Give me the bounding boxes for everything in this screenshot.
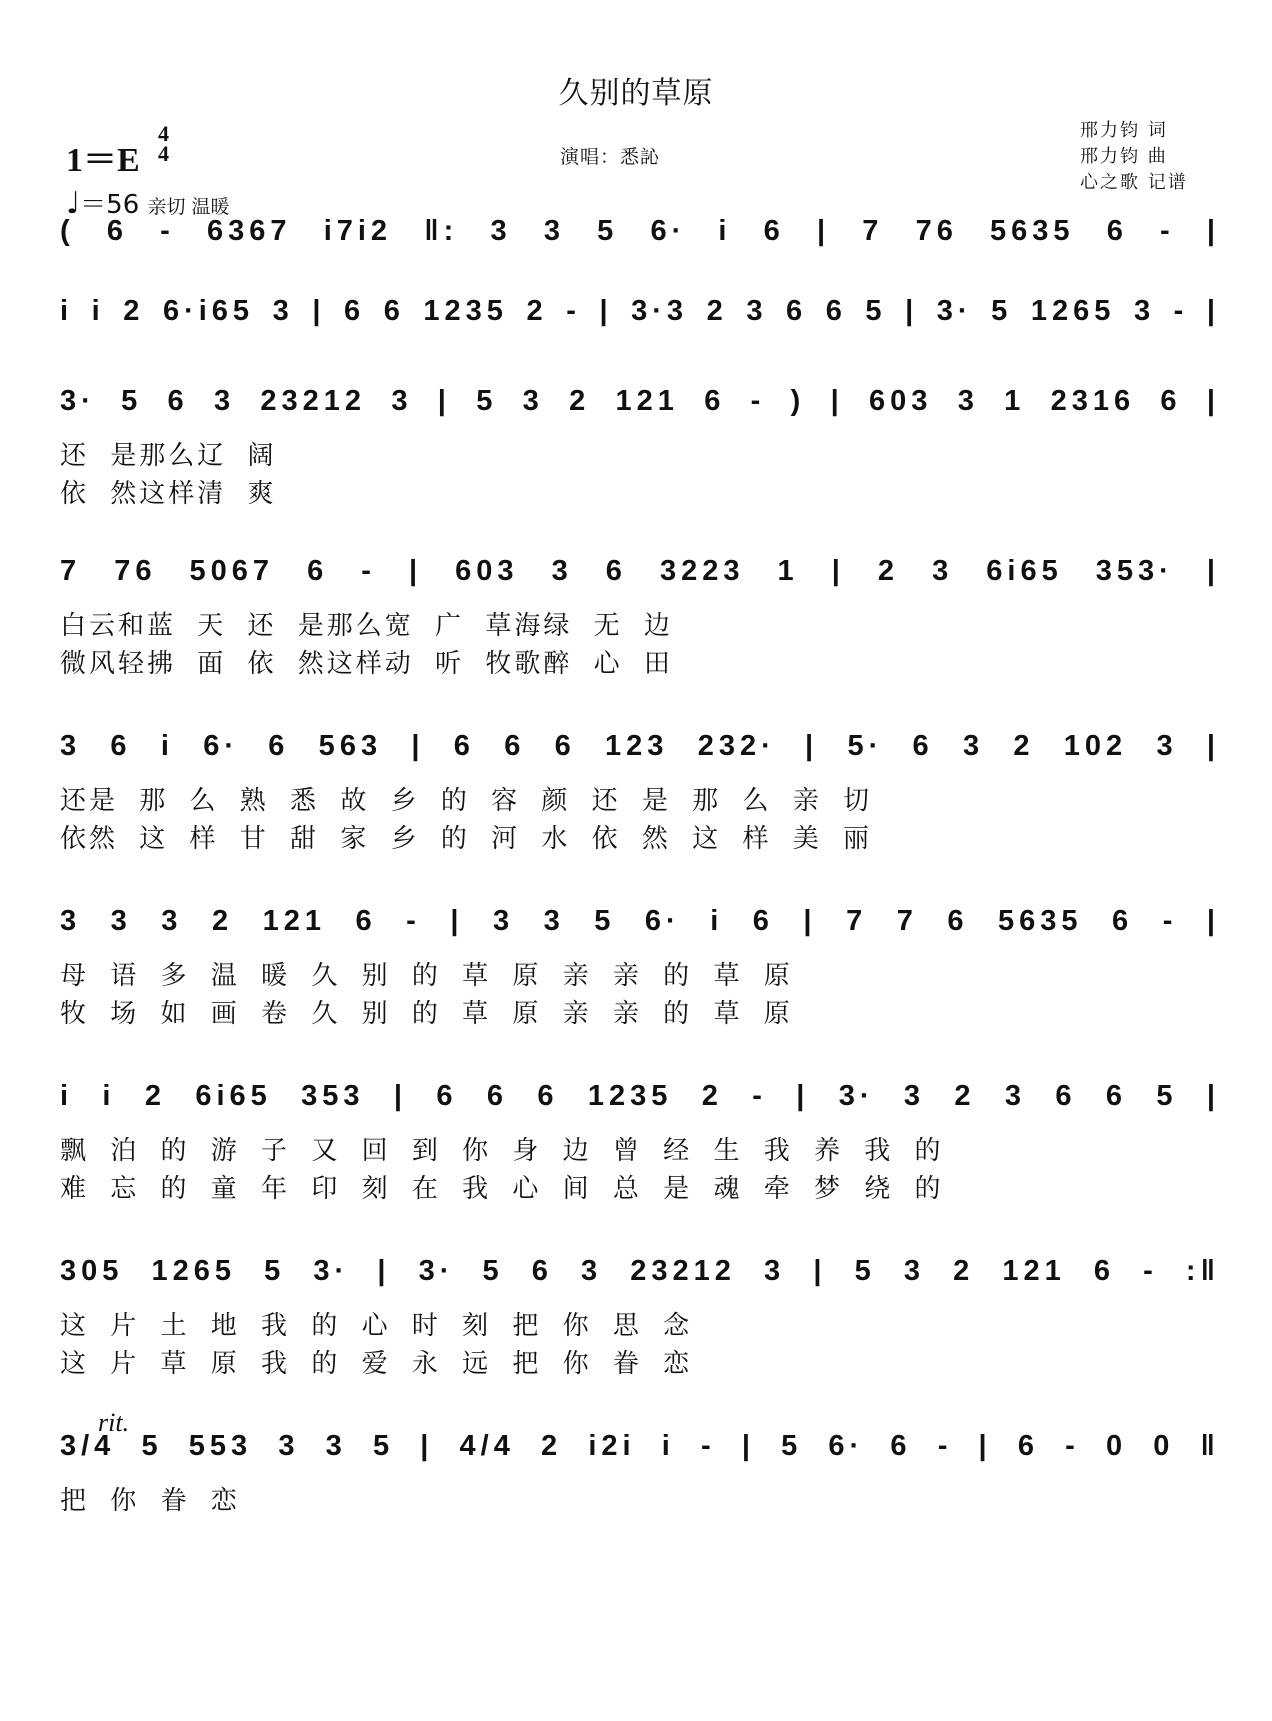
composer-credit: 邢力钧 曲 (1080, 146, 1168, 167)
lyric-line: 依然 这 样 甘 甜 家 乡 的 河 水 依 然 这 样 美 丽 (60, 824, 872, 854)
notation-line: 3 3 3 2 121 6 - | 3 3 5 6· i 6 | 7 7 6 5635 6 - | (60, 905, 1220, 937)
lyric-line: 这 片 土 地 我 的 心 时 刻 把 你 思 念 (60, 1311, 693, 1341)
tempo-change-marking: rit. (98, 1408, 130, 1437)
lyric-line: 依 然这样清 爽 (60, 479, 277, 509)
notation-line: 7 76 5067 6 - | 603 3 6 3223 1 | 2 3 6i65 353· | (60, 555, 1220, 587)
notation-line: 3/4 5 553 3 3 5 | 4/4 2 i2i i - | 5 6· 6 - | 6 - 0 0 ‖ (60, 1430, 1220, 1462)
time-signature (158, 121, 169, 166)
tempo-value: ＝56 (80, 190, 140, 220)
lyric-line: 微风轻拂 面 依 然这样动 听 牧歌醉 心 田 (60, 649, 673, 679)
key-signature: 1＝E (66, 142, 140, 179)
lyric-line: 母 语 多 温 暖 久 别 的 草 原 亲 亲 的 草 原 (60, 961, 793, 991)
lyric-line: 白云和蓝 天 还 是那么宽 广 草海绿 无 边 (60, 611, 673, 641)
notation-line: i i 2 6i65 353 | 6 6 6 1235 2 - | 3· 3 2 3 6 6 5 | (60, 1080, 1220, 1112)
notation-line: i i 2 6·i65 3 | 6 6 1235 2 - | 3·3 2 3 6 6 5 | 3· 5 1265 3 - | (60, 295, 1220, 327)
lyric-line: 把 你 眷 恋 (60, 1486, 240, 1516)
notation-line: 3 6 i 6· 6 563 | 6 6 6 123 232· | 5· 6 3 2 102 3 | (60, 730, 1220, 762)
lyric-line: 这 片 草 原 我 的 爱 永 远 把 你 眷 恋 (60, 1349, 693, 1379)
lyric-line: 还 是那么辽 阔 (60, 441, 277, 471)
notation-line: ( 6 - 6367 i7i2 ‖: 3 3 5 6· i 6 | 7 76 5635 6 - | (60, 215, 1220, 247)
lyric-line: 难 忘 的 童 年 印 刻 在 我 心 间 总 是 魂 牵 梦 绕 的 (60, 1174, 944, 1204)
quarter-note-icon: ♩ (66, 186, 81, 221)
lyric-line: 牧 场 如 画 卷 久 别 的 草 原 亲 亲 的 草 原 (60, 999, 793, 1029)
lyric-line: 还是 那 么 熟 悉 故 乡 的 容 颜 还 是 那 么 亲 切 (60, 786, 872, 816)
song-title: 久别的草原 (558, 76, 714, 111)
lyric-line: 飘 泊 的 游 子 又 回 到 你 身 边 曾 经 生 我 养 我 的 (60, 1136, 944, 1166)
transcriber-credit: 心之歌 记谱 (1080, 172, 1188, 193)
notation-line: 305 1265 5 3· | 3· 5 6 3 23212 3 | 5 3 2 121 6 - :‖ (60, 1255, 1220, 1287)
tempo-expression: 亲切 温暖 (147, 196, 230, 218)
time-signature-bottom: 4 (158, 141, 169, 166)
notation-line: 3· 5 6 3 23212 3 | 5 3 2 121 6 - ) | 603 3 1 2316 6 | (60, 385, 1220, 417)
singer-credit: 演唱：悉訫 (560, 146, 661, 168)
lyricist-credit: 邢力钧 词 (1080, 120, 1168, 141)
time-signature-top: 4 (158, 121, 169, 146)
